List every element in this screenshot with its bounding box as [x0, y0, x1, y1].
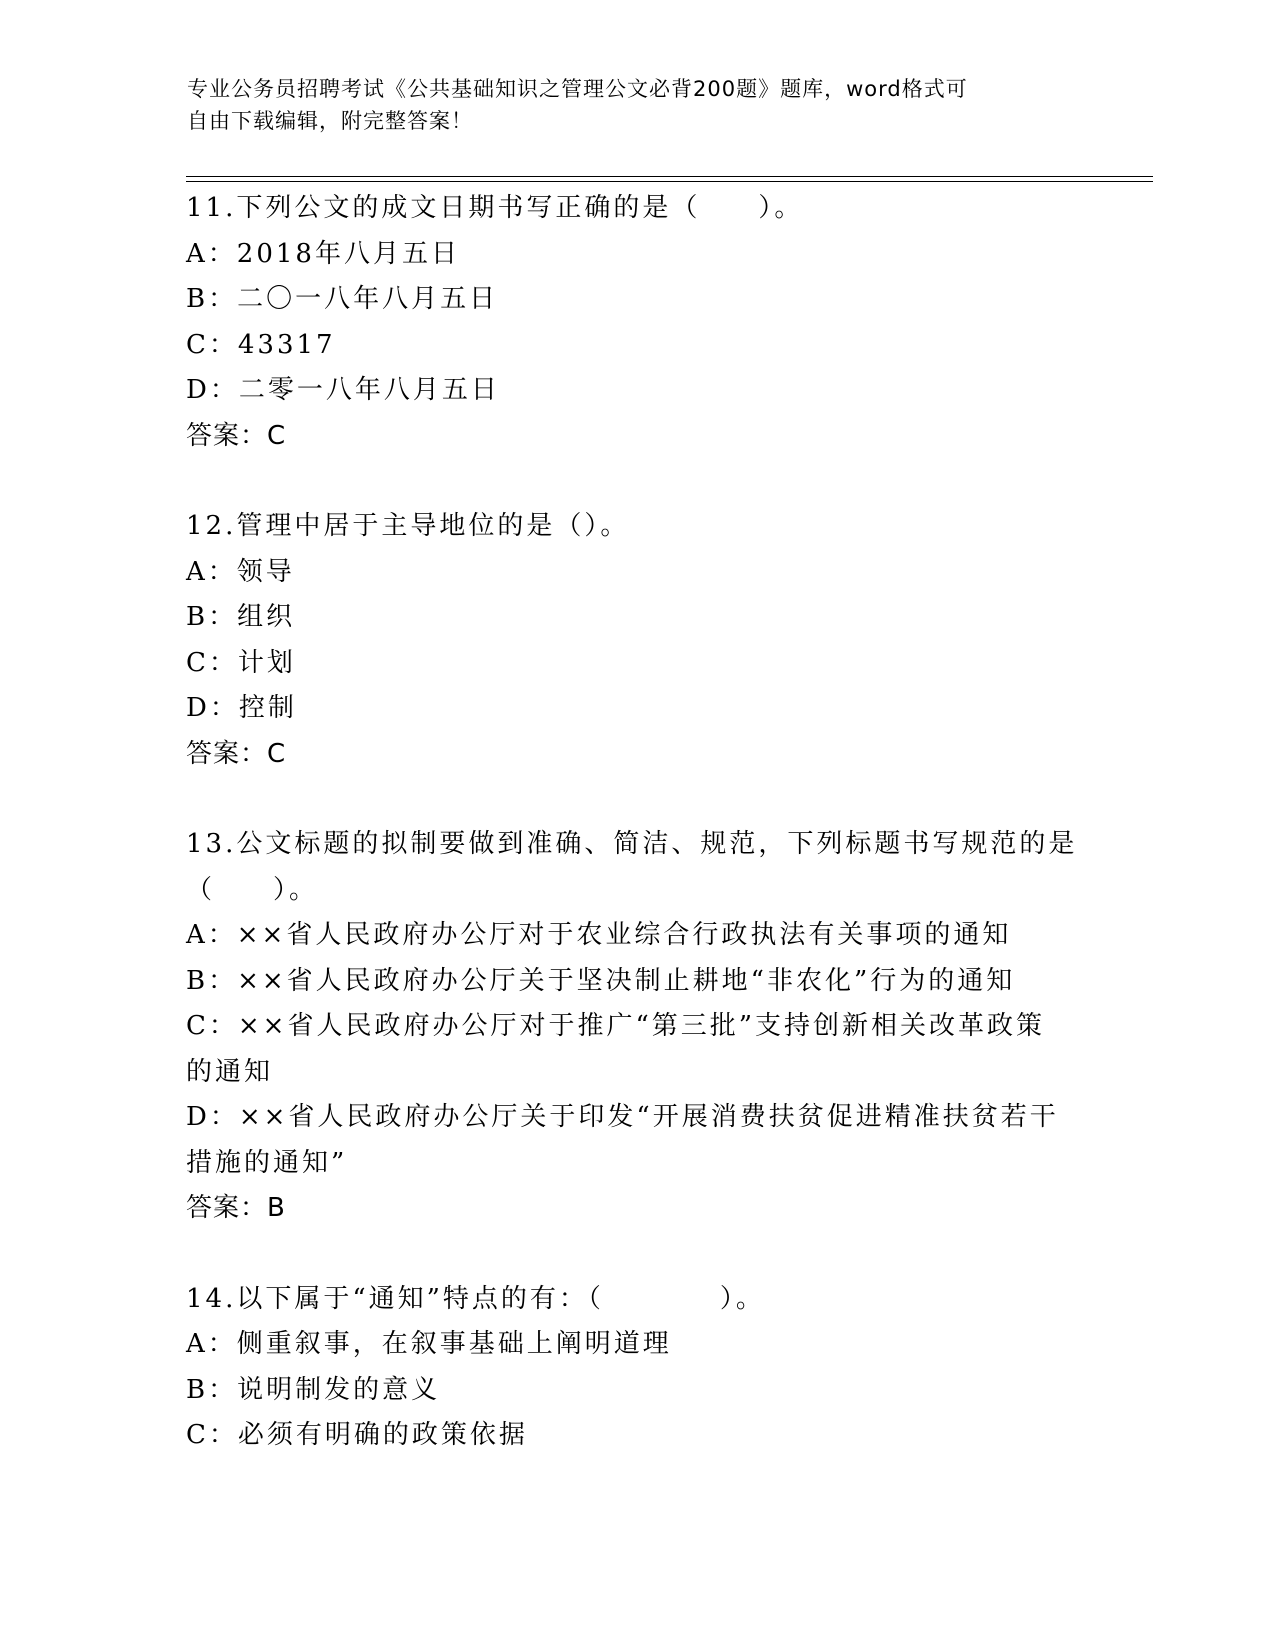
option-d: D：控制: [186, 693, 297, 723]
option-c: C：计划: [186, 647, 296, 678]
question-11: [186, 186, 1086, 459]
question-gap: [186, 777, 1086, 822]
option-b: B：二〇一八年八月五日: [186, 284, 499, 314]
option-a: A：2018年八月五日: [186, 238, 460, 269]
answer-line: 答案：B: [186, 1193, 286, 1223]
question-12: [186, 504, 1086, 777]
document-header: [187, 73, 1067, 137]
option-d: D：二零一八年八月五日: [186, 375, 500, 405]
header-line-1: 专业公务员招聘考试《公共基础知识之管理公文必背200题》题库，word格式可: [187, 77, 968, 101]
question-stem-line-1: 13.公文标题的拟制要做到准确、简洁、规范，下列标题书写规范的是: [186, 829, 1078, 859]
question-stem: 11.下列公文的成文日期书写正确的是（ ）。: [186, 193, 804, 223]
question-gap: [186, 1232, 1086, 1277]
option-b: B：组织: [186, 602, 296, 632]
option-b: B：××省人民政府办公厅关于坚决制止耕地“非农化”行为的通知: [186, 965, 1016, 996]
question-stem-line-2: （ ）。: [186, 874, 319, 905]
answer-line: 答案：C: [186, 738, 287, 769]
question-14: [186, 1277, 1086, 1459]
option-c: C：43317: [186, 329, 336, 360]
answer-line: 答案：C: [186, 420, 287, 451]
question-13: [186, 822, 1086, 1232]
option-a: A：××省人民政府办公厅对于农业综合行政执法有关事项的通知: [186, 920, 1012, 950]
option-b: B：说明制发的意义: [186, 1374, 441, 1405]
question-stem: 14.以下属于“通知”特点的有：（ ）。: [186, 1283, 765, 1314]
option-c-line-1: C：××省人民政府办公厅对于推广“第三批”支持创新相关改革政策: [186, 1011, 1046, 1041]
header-divider-top: [186, 176, 1153, 177]
option-a: A：侧重叙事，在叙事基础上阐明道理: [186, 1329, 672, 1359]
question-stem: 12.管理中居于主导地位的是（）。: [186, 511, 630, 541]
option-d-line-2: 措施的通知”: [186, 1147, 348, 1178]
option-a: A：领导: [186, 556, 295, 587]
header-divider-bottom: [186, 181, 1153, 182]
option-d-line-1: D：××省人民政府办公厅关于印发“开展消费扶贫促进精准扶贫若干: [186, 1102, 1059, 1132]
option-c-line-2: 的通知: [186, 1056, 274, 1087]
question-gap: [186, 459, 1086, 504]
option-c: C：必须有明确的政策依据: [186, 1420, 528, 1450]
header-line-2: 自由下载编辑，附完整答案！: [187, 109, 473, 133]
question-list: [186, 186, 1086, 1459]
